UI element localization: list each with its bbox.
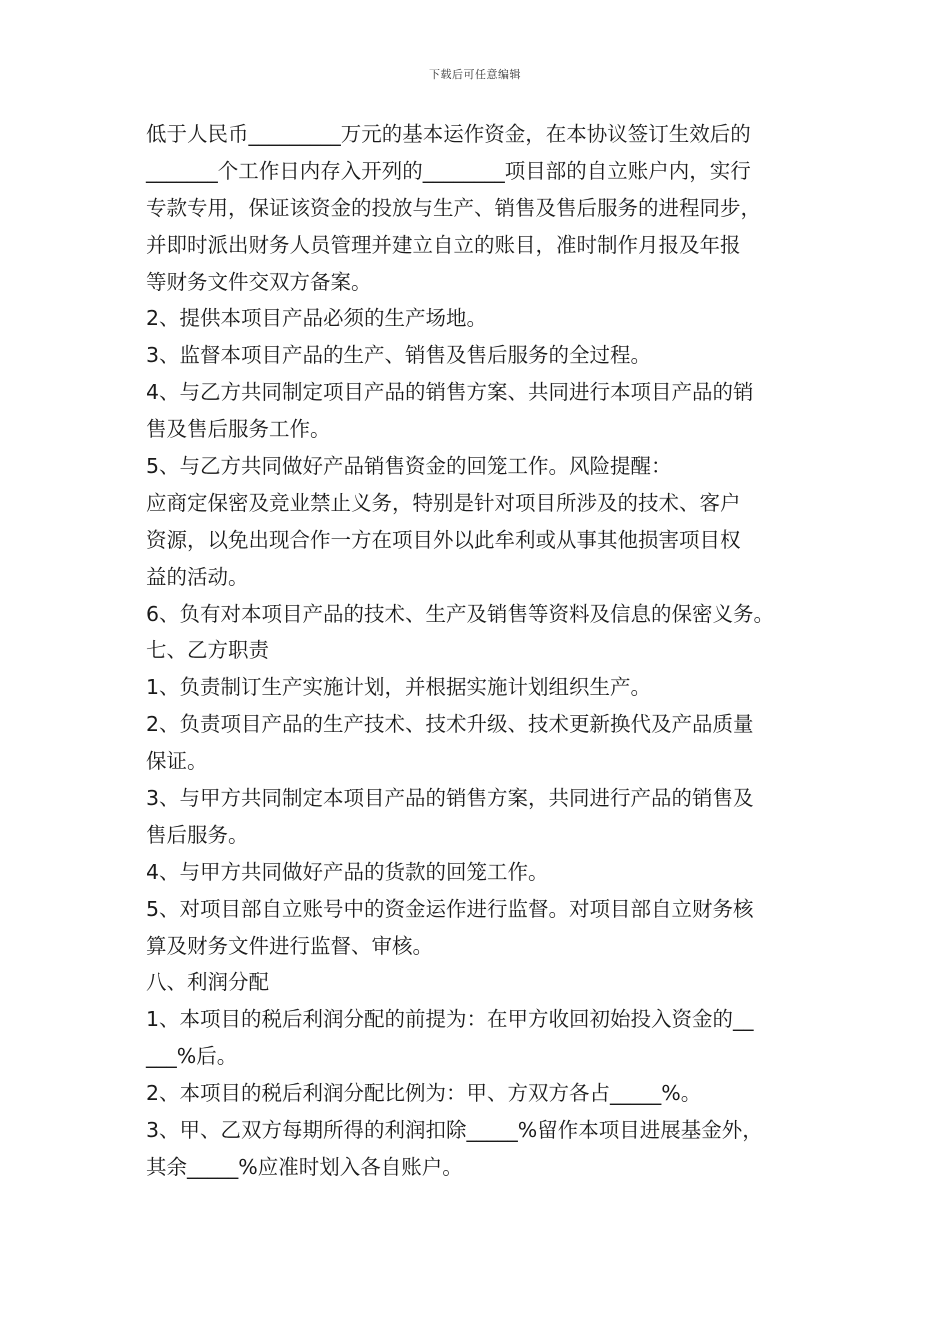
list-item: 4、与甲方共同做好产品的货款的回笼工作。 <box>146 859 549 884</box>
page-header: 下载后可任意编辑 <box>429 68 521 81</box>
list-item: 3、监督本项目产品的生产、销售及售后服务的全过程。 <box>146 343 652 368</box>
list-item: 2、提供本项目产品必须的生产场地。 <box>146 306 488 331</box>
body-line: 算及财务文件进行监督、审核。 <box>146 933 433 958</box>
section-heading: 七、乙方职责 <box>146 638 269 663</box>
body-line: 专款专用，保证该资金的投放与生产、销售及售后服务的进程同步， <box>146 195 761 220</box>
body-line: 并即时派出财务人员管理并建立自立的账目，准时制作月报及年报 <box>146 232 741 257</box>
body-line: _______个工作日内存入开列的________项目部的自立账户内，实行 <box>146 158 751 183</box>
list-item: 1、负责制订生产实施计划，并根据实施计划组织生产。 <box>146 675 652 700</box>
list-item: 4、与乙方共同制定项目产品的销售方案、共同进行本项目产品的销 <box>146 380 754 405</box>
body-line: 售及售后服务工作。 <box>146 417 331 442</box>
body-line: 等财务文件交双方备案。 <box>146 269 372 294</box>
body-line: 低于人民币_________万元的基本运作资金，在本协议签订生效后的 <box>146 122 751 146</box>
body-line: 应商定保密及竞业禁止义务，特别是针对项目所涉及的技术、客户 <box>146 490 741 515</box>
body-line: 其余_____%应准时划入各自账户。 <box>146 1154 463 1179</box>
list-item: 5、与乙方共同做好产品销售资金的回笼工作。风险提醒： <box>146 454 672 479</box>
body-line: ___%后。 <box>146 1044 238 1069</box>
list-item: 5、对项目部自立账号中的资金运作进行监督。对项目部自立财务核 <box>146 896 754 921</box>
body-line: 资源，以免出现合作一方在项目外以此牟利或从事其他损害项目权 <box>146 527 741 552</box>
body-line: 保证。 <box>146 749 208 774</box>
body-line: 售后服务。 <box>146 822 249 847</box>
list-item: 6、负有对本项目产品的技术、生产及销售等资料及信息的保密义务。 <box>146 601 775 626</box>
body-line: 益的活动。 <box>146 564 249 589</box>
document-body <box>146 116 826 1186</box>
list-item: 3、甲、乙双方每期所得的利润扣除_____%留作本项目进展基金外， <box>146 1118 763 1143</box>
list-item: 1、本项目的税后利润分配的前提为：在甲方收回初始投入资金的__ <box>146 1007 754 1032</box>
section-heading: 八、利润分配 <box>146 970 269 995</box>
list-item: 3、与甲方共同制定本项目产品的销售方案，共同进行产品的销售及 <box>146 786 754 811</box>
list-item: 2、本项目的税后利润分配比例为：甲、方双方各占_____%。 <box>146 1081 702 1106</box>
list-item: 2、负责项目产品的生产技术、技术升级、技术更新换代及产品质量 <box>146 712 754 737</box>
